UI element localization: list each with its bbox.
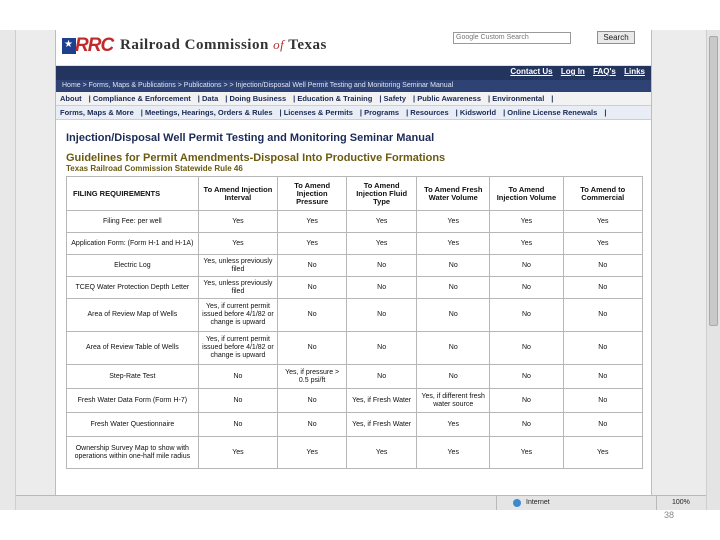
requirement-cell: Area of Review Table of Wells [67,332,199,365]
search-input[interactable]: Google Custom Search [453,32,571,44]
value-cell: No [490,299,563,332]
requirement-cell: Step-Rate Test [67,365,199,389]
left-frame [0,30,16,510]
page-title: Injection/Disposal Well Permit Testing and Monitoring Seminar Manual [66,132,435,144]
value-cell: No [278,332,347,365]
value-cell: Yes, if pressure > 0.5 psi/ft [278,365,347,389]
breadcrumb[interactable]: Home > Forms, Maps & Publications > Publications > > Injection/Disposal Well Permit Testing and Monitoring Seminar Manual [56,80,651,92]
value-cell: Yes [417,233,490,255]
table-row [67,211,643,233]
value-cell: No [198,389,277,413]
value-cell: No [347,299,417,332]
value-cell: No [278,255,347,277]
value-cell: No [347,255,417,277]
contact-us-link[interactable]: Contact Us [510,67,553,76]
value-cell: Yes [347,233,417,255]
value-cell: No [490,389,563,413]
internet-zone-icon [513,499,521,507]
requirements-table [66,176,643,469]
value-cell: Yes, unless previously filed [198,255,277,277]
value-cell: No [490,413,563,437]
value-cell: Yes [417,437,490,469]
value-cell: Yes [490,233,563,255]
value-cell: No [198,365,277,389]
menu-education[interactable]: Education & Training [297,94,373,103]
column-header: FILING REQUIREMENTS [67,177,199,211]
top-nav [56,66,651,80]
value-cell: Yes [417,211,490,233]
sub-menu: Forms, Maps & More | Meetings, Hearings, Orders & Rules | Licenses & Permits | Programs | Resources | Kidsworld | Online License Renewals | [56,106,651,120]
star-icon: ★ [64,39,73,50]
value-cell: Yes [278,211,347,233]
value-cell: Yes, if current permit issued before 4/1/82 or change is upward [198,299,277,332]
requirement-cell: Electric Log [67,255,199,277]
table-row [67,365,643,389]
links-link[interactable]: Links [624,67,645,76]
vertical-scrollbar[interactable] [706,30,720,510]
main-content [56,120,651,469]
logo-text: RRC [75,35,114,56]
value-cell: No [278,413,347,437]
value-cell: Yes [490,437,563,469]
requirement-cell: Fresh Water Questionnaire [67,413,199,437]
requirement-cell: Filing Fee: per well [67,211,199,233]
value-cell: No [563,277,643,299]
value-cell: No [417,332,490,365]
value-cell: No [417,277,490,299]
table-header-row [67,177,643,211]
requirement-cell: Ownership Survey Map to show with operations within one-half mile radius [67,437,199,469]
site-brand[interactable] [120,37,327,54]
value-cell: No [347,277,417,299]
table-row [67,413,643,437]
value-cell: Yes, if different fresh water source [417,389,490,413]
value-cell: Yes, if current permit issued before 4/1/82 or change is upward [198,332,277,365]
menu-licenses[interactable]: Licenses & Permits [283,108,353,117]
value-cell: Yes [563,233,643,255]
value-cell: Yes [490,211,563,233]
top-links [504,67,645,76]
brand-end: Texas [288,37,327,53]
value-cell: Yes, if Fresh Water [347,413,417,437]
menu-environmental[interactable]: Environmental [492,94,545,103]
column-header: To Amend Fresh Water Volume [417,177,490,211]
value-cell: No [490,332,563,365]
value-cell: No [563,255,643,277]
value-cell: No [563,413,643,437]
value-cell: Yes [198,437,277,469]
value-cell: Yes [417,413,490,437]
menu-meetings[interactable]: Meetings, Hearings, Orders & Rules [144,108,273,117]
value-cell: Yes, unless previously filed [198,277,277,299]
value-cell: Yes [198,211,277,233]
column-header: To Amend Injection Fluid Type [347,177,417,211]
table-row [67,233,643,255]
column-header: To Amend to Commercial [563,177,643,211]
value-cell: No [490,277,563,299]
menu-online-renewals[interactable]: Online License Renewals [507,108,598,117]
value-cell: No [278,277,347,299]
value-cell: No [417,365,490,389]
status-divider [496,496,497,510]
value-cell: No [563,299,643,332]
requirement-cell: Application Form: (Form H-1 and H-1A) [67,233,199,255]
value-cell: No [563,389,643,413]
status-divider [656,496,657,510]
status-bar [16,495,706,510]
menu-public-awareness[interactable]: Public Awareness [417,94,481,103]
column-header: To Amend Injection Pressure [278,177,347,211]
requirement-cell: Fresh Water Data Form (Form H-7) [67,389,199,413]
main-menu: About | Compliance & Enforcement | Data | Doing Business | Education & Training | Safety | Public Awareness | Environmental | [56,92,651,106]
column-header: To Amend Injection Interval [198,177,277,211]
requirement-cell: Area of Review Map of Wells [67,299,199,332]
brand-of: of [273,37,285,52]
menu-programs[interactable]: Programs [364,108,400,117]
value-cell: Yes [278,233,347,255]
menu-about[interactable]: About [60,94,82,103]
menu-resources[interactable]: Resources [410,108,449,117]
value-cell: No [347,365,417,389]
value-cell: No [198,413,277,437]
log-in-link[interactable]: Log In [560,67,585,76]
value-cell: Yes [563,211,643,233]
rule-caption: Texas Railroad Commission Statewide Rule 46 [66,164,243,173]
page-subtitle: Guidelines for Permit Amendments-Disposal Into Productive Formations [66,152,446,164]
zoom-level[interactable]: 100% [672,499,690,506]
menu-kidsworld[interactable]: Kidsworld [459,108,497,117]
value-cell: No [490,255,563,277]
menu-doing-business[interactable]: Doing Business [229,94,287,103]
rrc-logo[interactable] [62,35,114,57]
value-cell: Yes [347,437,417,469]
value-cell: No [278,299,347,332]
faqs-link[interactable]: FAQ's [593,67,616,76]
browser-screenshot [0,30,720,510]
search-button[interactable]: Search [597,31,635,44]
table-row [67,389,643,413]
value-cell: Yes [563,437,643,469]
table-row [67,299,643,332]
table-row [67,255,643,277]
value-cell: Yes [198,233,277,255]
value-cell: No [278,389,347,413]
column-header: To Amend Injection Volume [490,177,563,211]
slide-number: 38 [664,510,675,520]
scrollbar-thumb[interactable] [709,36,718,326]
value-cell: No [563,365,643,389]
value-cell: No [417,255,490,277]
value-cell: No [563,332,643,365]
menu-safety[interactable]: Safety [383,94,407,103]
value-cell: Yes [278,437,347,469]
value-cell: No [490,365,563,389]
table-row [67,332,643,365]
brand-main: Railroad Commission [120,37,269,53]
menu-compliance[interactable]: Compliance & Enforcement [92,94,191,103]
value-cell: No [417,299,490,332]
value-cell: No [347,332,417,365]
menu-data[interactable]: Data [201,94,219,103]
menu-forms[interactable]: Forms, Maps & More [60,108,134,117]
value-cell: Yes [347,211,417,233]
requirement-cell: TCEQ Water Protection Depth Letter [67,277,199,299]
site-header [56,30,651,66]
table-row [67,437,643,469]
web-page [55,30,652,495]
security-zone: Internet [526,499,550,506]
table-row [67,277,643,299]
value-cell: Yes, if Fresh Water [347,389,417,413]
